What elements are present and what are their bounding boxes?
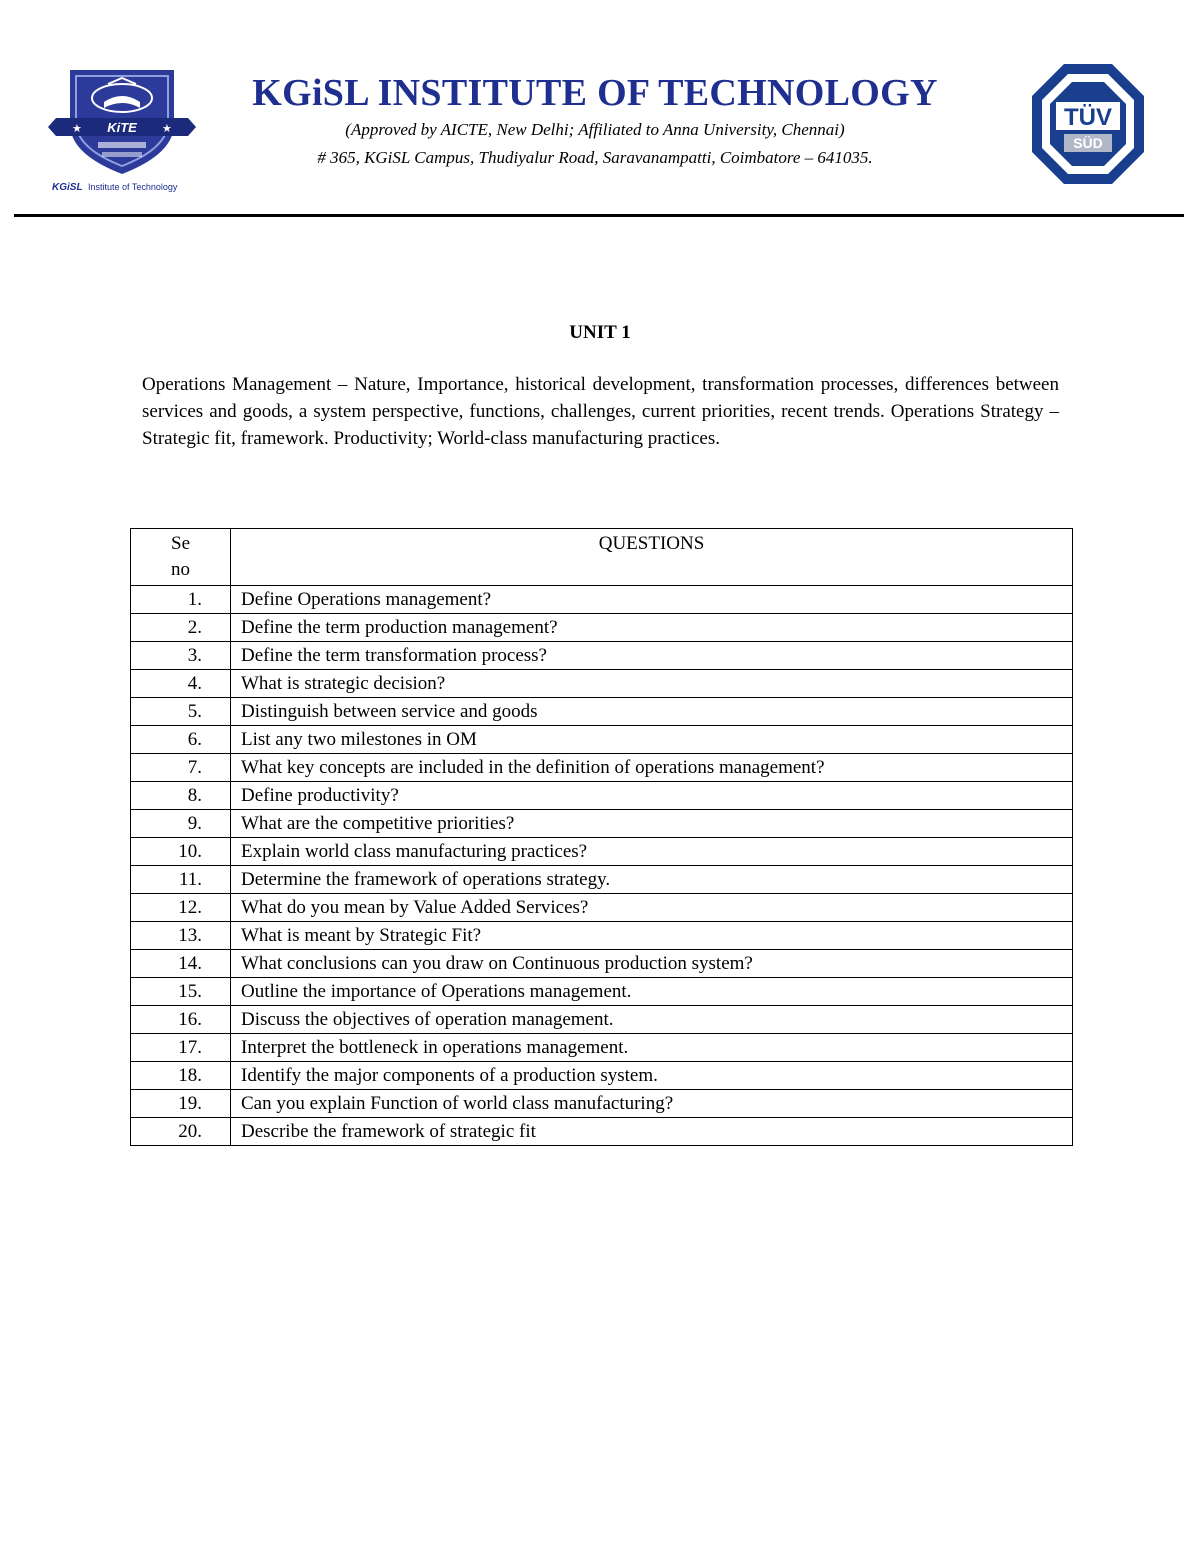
question-number: 1. [131, 586, 231, 614]
question-number: 14. [131, 950, 231, 978]
question-number: 18. [131, 1062, 231, 1090]
sud-text: SÜD [1073, 135, 1103, 151]
col-header-serial-line2: no [171, 559, 190, 580]
question-text: What is strategic decision? [231, 670, 1073, 698]
table-row [131, 698, 1073, 726]
kite-badge-text: KiTE [107, 120, 137, 135]
tuv-sud-logo-icon [1030, 62, 1146, 186]
table-row [131, 754, 1073, 782]
question-text: Discuss the objectives of operation management. [231, 1006, 1073, 1034]
question-number: 17. [131, 1034, 231, 1062]
svg-text:★: ★ [162, 122, 172, 135]
question-number: 6. [131, 726, 231, 754]
table-row [131, 838, 1073, 866]
kite-logo-icon [48, 62, 196, 194]
col-header-questions: QUESTIONS [231, 529, 1073, 586]
question-number: 3. [131, 642, 231, 670]
table-header-row [131, 529, 1073, 586]
table-row [131, 810, 1073, 838]
question-number: 11. [131, 866, 231, 894]
table-row [131, 642, 1073, 670]
table-row [131, 586, 1073, 614]
question-number: 2. [131, 614, 231, 642]
question-text: Can you explain Function of world class manufacturing? [231, 1090, 1073, 1118]
unit-title: UNIT 1 [569, 322, 631, 343]
institute-block [200, 70, 990, 172]
question-number: 10. [131, 838, 231, 866]
question-text: Define Operations management? [231, 586, 1073, 614]
question-text: What are the competitive priorities? [231, 810, 1073, 838]
col-header-serial-line1: Se [171, 533, 190, 554]
table-row [131, 782, 1073, 810]
question-text: What conclusions can you draw on Continuous production system? [231, 950, 1073, 978]
table-row [131, 922, 1073, 950]
table-row [131, 1062, 1073, 1090]
table-row [131, 978, 1073, 1006]
institute-name: KGiSL INSTITUTE OF TECHNOLOGY [252, 72, 938, 114]
question-number: 8. [131, 782, 231, 810]
questions-table [130, 528, 1073, 1146]
approval-line: (Approved by AICTE, New Delhi; Affiliated to Anna University, Chennai) [345, 120, 845, 139]
kite-caption-rest: Institute of Technology [88, 182, 178, 192]
question-text: Distinguish between service and goods [231, 698, 1073, 726]
kite-caption-brand: KGiSL [52, 182, 83, 193]
question-text: What do you mean by Value Added Services? [231, 894, 1073, 922]
table-row [131, 1034, 1073, 1062]
question-text: Define productivity? [231, 782, 1073, 810]
question-text: Define the term transformation process? [231, 642, 1073, 670]
header-divider [14, 214, 1184, 217]
table-row [131, 614, 1073, 642]
question-text: List any two milestones in OM [231, 726, 1073, 754]
question-text: Define the term production management? [231, 614, 1073, 642]
question-number: 20. [131, 1118, 231, 1146]
table-row [131, 894, 1073, 922]
table-row [131, 866, 1073, 894]
questions-body [131, 586, 1073, 1146]
question-number: 4. [131, 670, 231, 698]
question-number: 9. [131, 810, 231, 838]
tuv-text: TÜV [1064, 104, 1112, 131]
question-text: Identify the major components of a production system. [231, 1062, 1073, 1090]
question-text: Outline the importance of Operations management. [231, 978, 1073, 1006]
question-text: What key concepts are included in the definition of operations management? [231, 754, 1073, 782]
question-text: Interpret the bottleneck in operations management. [231, 1034, 1073, 1062]
question-number: 5. [131, 698, 231, 726]
question-number: 16. [131, 1006, 231, 1034]
question-number: 12. [131, 894, 231, 922]
unit-syllabus: Operations Management – Nature, Importance, historical development, transformation processes, differences between services and goods, a system perspective, functions, challenges, current priorities, recent trends. Operations Strategy – Strategic fit, framework. Productivity; World-class manufacturing practices. [142, 374, 1059, 449]
question-text: What is meant by Strategic Fit? [231, 922, 1073, 950]
table-row [131, 726, 1073, 754]
question-text: Determine the framework of operations strategy. [231, 866, 1073, 894]
question-number: 7. [131, 754, 231, 782]
question-text: Explain world class manufacturing practices? [231, 838, 1073, 866]
table-row [131, 670, 1073, 698]
question-number: 15. [131, 978, 231, 1006]
question-number: 19. [131, 1090, 231, 1118]
table-row [131, 1118, 1073, 1146]
table-row [131, 1006, 1073, 1034]
address-line: # 365, KGiSL Campus, Thudiyalur Road, Saravanampatti, Coimbatore – 641035. [317, 148, 873, 167]
question-number: 13. [131, 922, 231, 950]
col-header-serial [131, 529, 231, 586]
table-row [131, 950, 1073, 978]
question-text: Describe the framework of strategic fit [231, 1118, 1073, 1146]
svg-text:★: ★ [72, 122, 82, 135]
table-row [131, 1090, 1073, 1118]
page-header [0, 0, 1200, 222]
